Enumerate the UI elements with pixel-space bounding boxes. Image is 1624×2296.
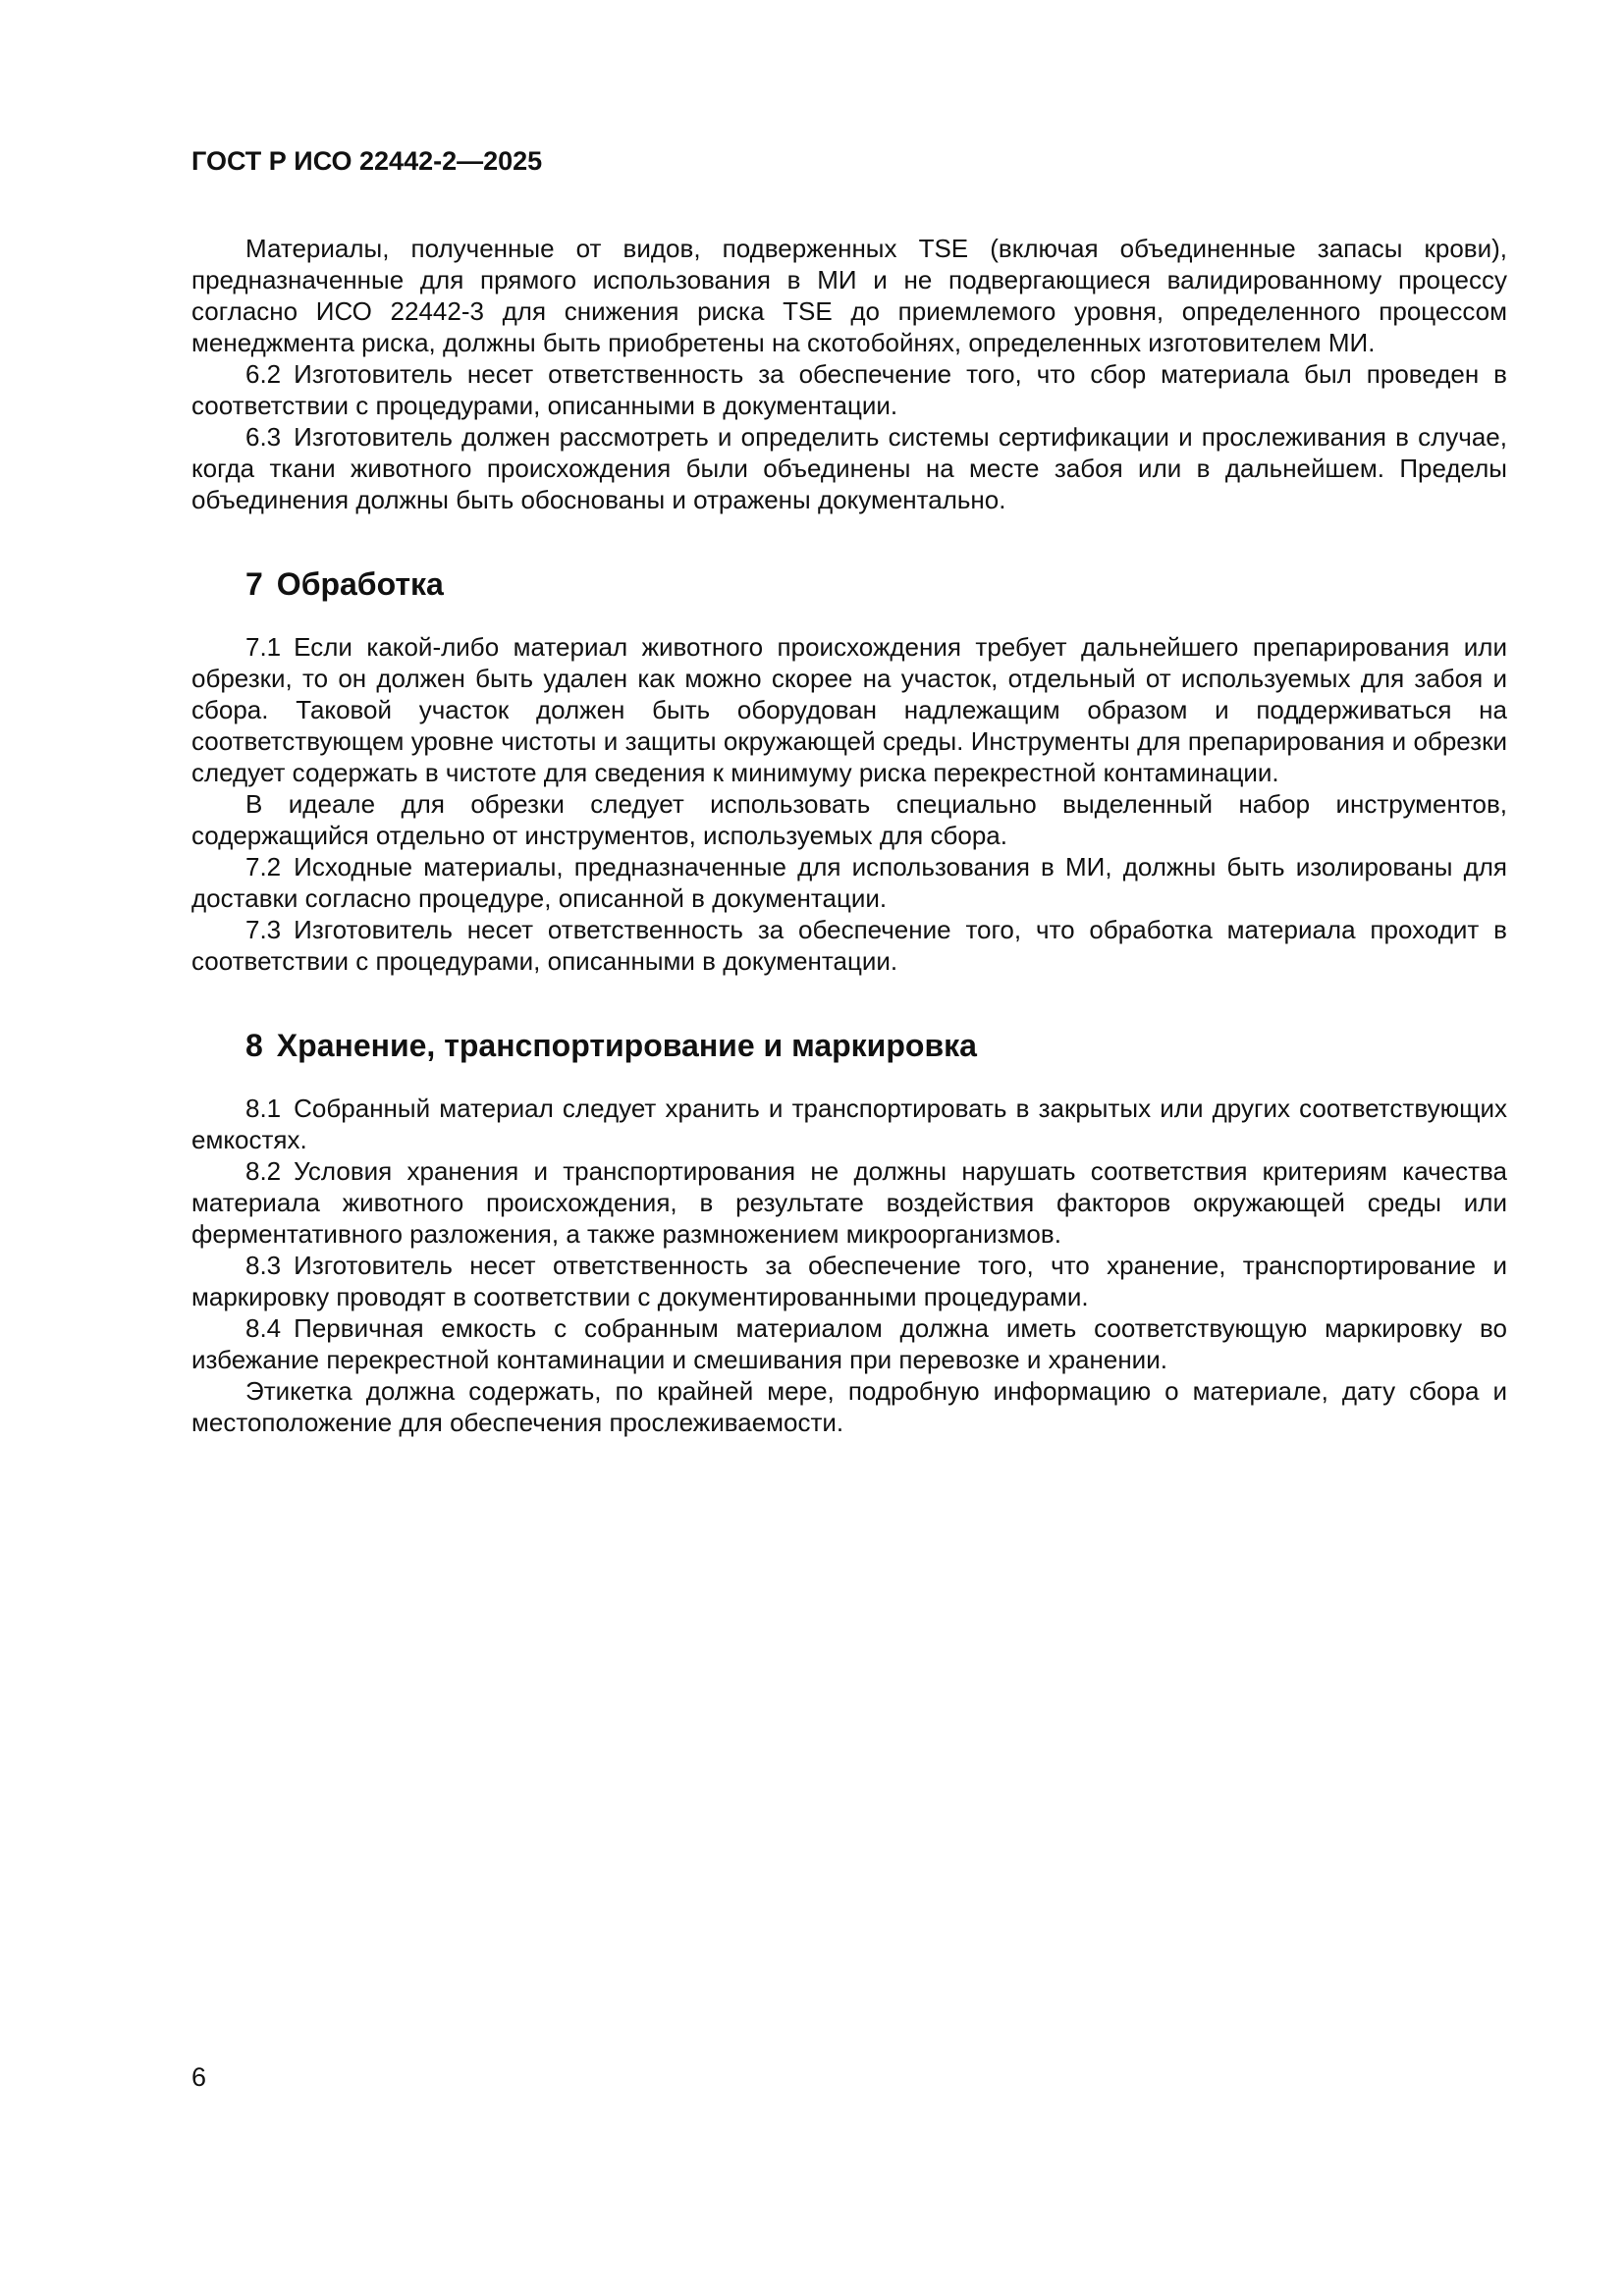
paragraph: 8.4 Первичная емкость с собранным материалом должна иметь соответствующую маркировку во избежание перекрестной контаминации и смешивания при перевозке и хранении. (191, 1313, 1507, 1374)
section-8-title: Хранение, транспортирование и маркировка (276, 1028, 977, 1063)
paragraph: В идеале для обрезки следует использовать специально выделенный набор инструментов, содержащийся отдельно от инструментов, используемых для сбора. (191, 789, 1507, 850)
paragraph: 7.3 Изготовитель несет ответственность за обеспечение того, что обработка материала проходит в соответствии с процедурами, описанными в документации. (191, 915, 1507, 976)
section-8-heading (191, 1026, 1507, 1065)
running-header: ГОСТ Р ИСО 22442-2—2025 (191, 146, 543, 176)
section-7-heading (191, 564, 1507, 604)
paragraph: 6.2 Изготовитель несет ответственность за обеспечение того, что сбор материала был проведен в соответствии с процедурами, описанными в документации. (191, 359, 1507, 420)
paragraph: 8.3 Изготовитель несет ответственность за обеспечение того, что хранение, транспортирование и маркировку проводят в соответствии с документированными процедурами. (191, 1251, 1507, 1311)
section-7-title: Обработка (276, 566, 444, 602)
paragraph: 7.1 Если какой-либо материал животного происхождения требует дальнейшего препарирования или обрезки, то он должен быть удален как можно скорее на участок, отдельный от используемых для забоя и сбора. Таковой участок должен быть оборудован надлежащим образом и поддерживаться на соответствующем уровне чистоты и защиты окружающей среды. Инструменты для препарирования и обрезки следует содержать в чистоте для сведения к минимуму риска перекрестной контаминации. (191, 632, 1507, 787)
section-7-number: 7 (245, 566, 263, 602)
section-8-number: 8 (245, 1028, 263, 1063)
page-content (191, 233, 1507, 1438)
paragraph: 6.3 Изготовитель должен рассмотреть и определить системы сертификации и прослеживания в случае, когда ткани животного происхождения были объединены на месте забоя или в дальнейшем. Пределы объединения должны быть обоснованы и отражены документально. (191, 422, 1507, 514)
paragraph: 8.2 Условия хранения и транспортирования не должны нарушать соответствия критериям качества материала животного происхождения, в результате воздействия факторов окружающей среды или ферментативного разложения, а также размножением микроорганизмов. (191, 1156, 1507, 1249)
paragraph: Этикетка должна содержать, по крайней мере, подробную информацию о материале, дату сбора и местоположение для обеспечения прослеживаемости. (191, 1376, 1507, 1437)
paragraph: 8.1 Собранный материал следует хранить и транспортировать в закрытых или других соответствующих емкостях. (191, 1094, 1507, 1154)
paragraph: Материалы, полученные от видов, подверженных TSE (включая объединенные запасы крови), предназначенные для прямого использования в МИ и не подвергающиеся валидированному процессу согласно ИСО 22442-3 для снижения риска TSE до приемлемого уровня, определенного процессом менеджмента риска, должны быть приобретены на скотобойнях, определенных изготовителем МИ. (191, 234, 1507, 357)
paragraph: 7.2 Исходные материалы, предназначенные для использования в МИ, должны быть изолированы для доставки согласно процедуре, описанной в документации. (191, 852, 1507, 913)
page-number: 6 (191, 2062, 207, 2092)
